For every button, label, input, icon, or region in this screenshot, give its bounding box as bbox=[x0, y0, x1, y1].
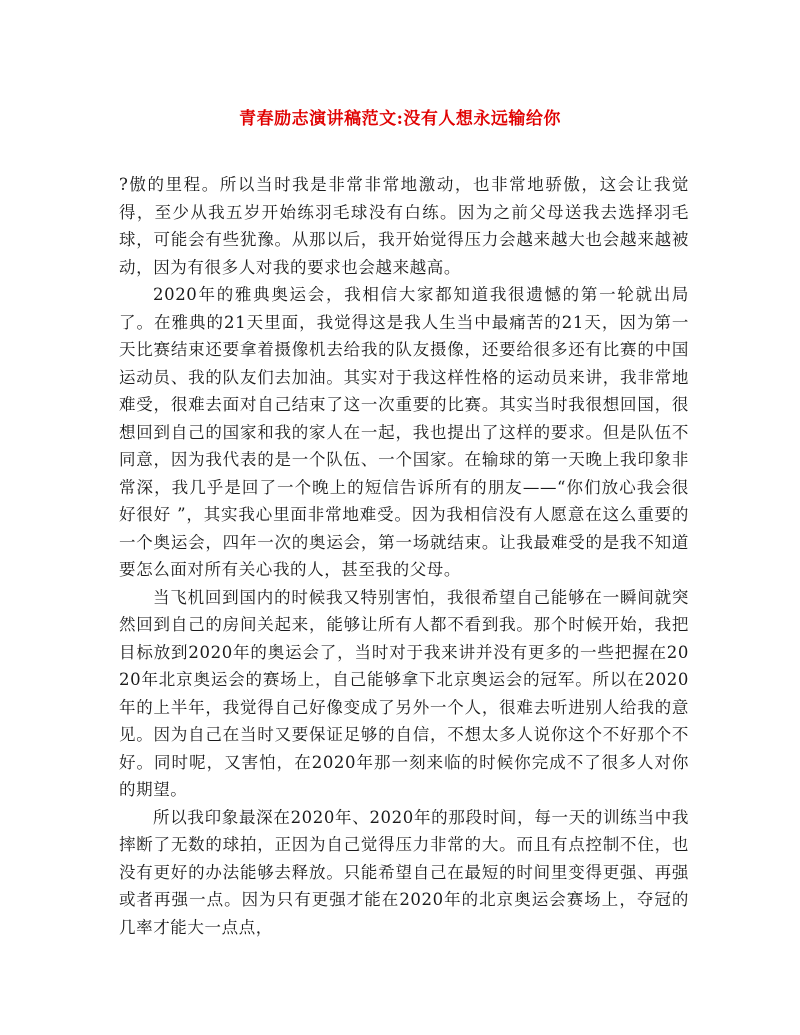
paragraph-1: ?傲的里程。所以当时我是非常非常地激动，也非常地骄傲，这会让我觉得，至少从我五岁开始练羽毛球没有白练。因为之前父母送我去选择羽毛球，可能会有些犹豫。从那以后，我开始觉得压力会越来越大也会越来越被动，因为有很多人对我的要求也会越来越高。 bbox=[119, 175, 689, 277]
paragraph-3: 当飞机回到国内的时候我又特别害怕，我很希望自己能够在一瞬间就突然回到自己的房间关起来，能够让所有人都不看到我。那个时候开始，我把目标放到2020年的奥运会了，当时对于我来讲并没有更多的一些把握在2020年北京奥运会的赛场上，自己能够拿下北京奥运会的冠军。所以在2020年的上半年，我觉得自己好像变成了另外一个人，很难去听进别人给我的意见。因为自己在当时又要保证足够的自信，不想太多人说你这个不好那个不好。同时呢，又害怕，在2020年那一刻来临的时候你完成不了很多人对你的期望。 bbox=[119, 587, 689, 799]
paragraph-4: 所以我印象最深在2020年、2020年的那段时间，每一天的训练当中我摔断了无数的球拍，正因为自己觉得压力非常的大。而且有点控制不住，也没有更好的办法能够去释放。只能希望自己在最短的时间里变得更强、再强或者再强一点。因为只有更强才能在2020年的北京奥运会赛场上，夺冠的几率才能大一点点， bbox=[119, 807, 689, 937]
document-body bbox=[119, 171, 689, 941]
paragraph-2: 2020年的雅典奥运会，我相信大家都知道我很遗憾的第一轮就出局了。在雅典的21天里面，我觉得这是我人生当中最痛苦的21天，因为第一天比赛结束还要拿着摄像机去给我的队友摄像，还要给很多还有比赛的中国运动员、我的队友们去加油。其实对于我这样性格的运动员来讲，我非常地难受，很难去面对自己结束了这一次重要的比赛。其实当时我很想回国，很想回到自己的国家和我的家人在一起，我也提出了这样的要求。但是队伍不同意，因为我代表的是一个队伍、一个国家。在输球的第一天晚上我印象非常深，我几乎是回了一个晚上的短信告诉所有的朋友——“你们放心我会很好很好 ”，其实我心里面非常地难受。因为我相信没有人愿意在这么重要的一个奥运会，四年一次的奥运会，第一场就结束。让我最难受的是我不知道要怎么面对所有关心我的人，甚至我的父母。 bbox=[119, 285, 689, 579]
document-title: 青春励志演讲稿范文:没有人想永远输给你 bbox=[239, 109, 561, 129]
